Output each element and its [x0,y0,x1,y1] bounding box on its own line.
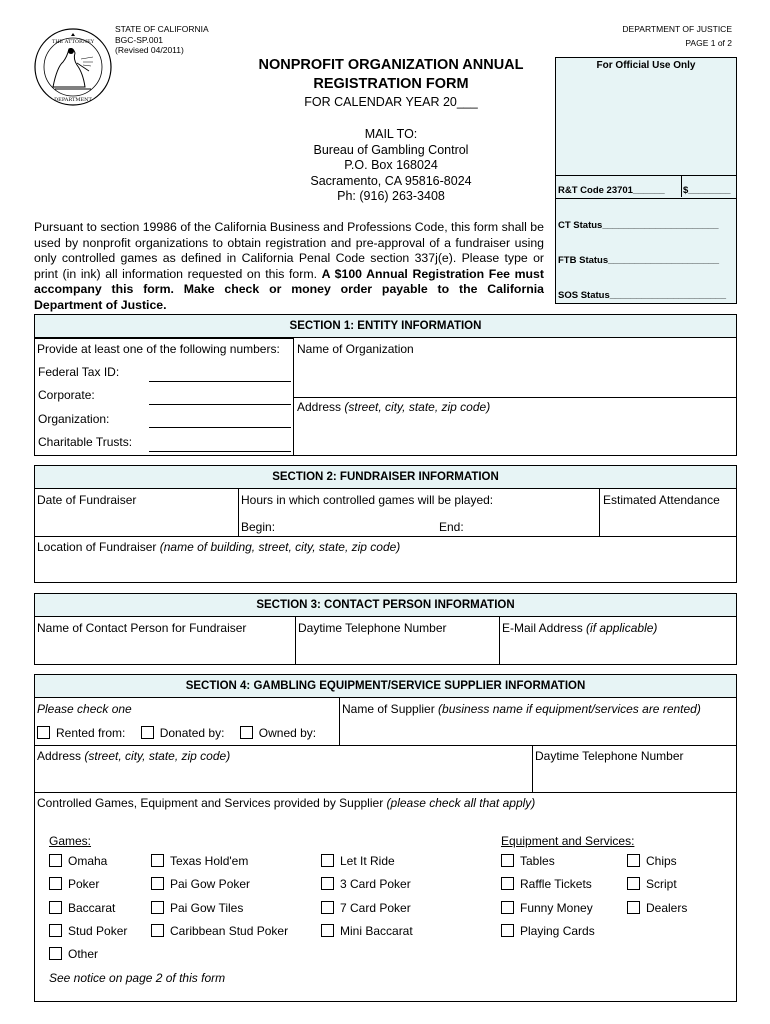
entity-address-label: Address [297,400,345,414]
equipment-checkbox[interactable] [627,877,640,890]
estimated-attendance-field[interactable]: Estimated Attendance [603,493,720,507]
game-checkbox[interactable] [49,947,62,960]
svg-text:DEPARTMENT: DEPARTMENT [54,97,92,103]
rented-checkbox[interactable] [37,726,50,739]
game-label: Other [68,947,99,961]
state-seal-logo [33,27,113,107]
game-label: Caribbean Stud Poker [170,924,289,938]
header-department: DEPARTMENT OF JUSTICE [622,24,732,34]
organization-input[interactable] [149,427,291,428]
equipment-header: Equipment and Services: [501,834,635,848]
section-1-title: SECTION 1: ENTITY INFORMATION [35,315,736,338]
supplier-name-field[interactable] [342,702,701,717]
game-checkbox[interactable] [49,924,62,937]
date-of-fundraiser-field[interactable]: Date of Fundraiser [37,493,137,507]
section-3-title: SECTION 3: CONTACT PERSON INFORMATION [35,594,736,617]
game-label: Baccarat [68,901,116,915]
game-checkbox[interactable] [321,924,334,937]
mail-to-block [236,127,546,205]
owned-checkbox[interactable] [240,726,253,739]
donated-checkbox[interactable] [141,726,154,739]
equipment-label: Playing Cards [520,924,595,938]
form-title [236,56,546,94]
supplier-label: Name of Supplier [342,702,439,716]
equipment-option[interactable] [627,877,677,891]
game-option[interactable] [321,901,411,915]
game-option[interactable] [49,901,115,915]
mail-to-line1: Bureau of Gambling Control [313,142,469,157]
equipment-label: Funny Money [520,901,593,915]
game-checkbox[interactable] [321,854,334,867]
game-option[interactable] [151,924,288,938]
provided-label: Controlled Games, Equipment and Services provided by Supplier [37,796,387,810]
game-label: 3 Card Poker [340,877,411,891]
supplier-address-field[interactable] [37,749,230,764]
equipment-label: Script [646,877,677,891]
sos-status-field[interactable]: SOS Status______________________ [558,290,726,301]
equipment-label: Tables [520,854,555,868]
rented-from-option[interactable] [37,726,125,740]
game-label: Pai Gow Poker [170,877,251,891]
header-form-code: BGC-SP.001 [115,34,164,45]
equipment-checkbox[interactable] [501,924,514,937]
game-label: Let It Ride [340,854,395,868]
contact-person-field[interactable]: Name of Contact Person for Fundraiser [37,621,247,635]
charitable-trusts-label: Charitable Trusts: [38,435,133,449]
games-header: Games: [49,834,92,848]
game-checkbox[interactable] [151,877,164,890]
equipment-label: Chips [646,854,677,868]
rented-label: Rented from: [56,726,126,740]
email-label: E-Mail Address [502,621,587,635]
equipment-label: Dealers [646,901,688,915]
official-use-title: For Official Use Only [596,60,696,71]
mail-to-label: MAIL TO: [364,127,418,141]
equipment-checkbox[interactable] [501,854,514,867]
game-checkbox[interactable] [49,854,62,867]
section-3-contact-info [34,593,737,665]
check-one-label: Please check one [37,702,132,716]
svg-text:THE ATTORNEY: THE ATTORNEY [51,39,95,45]
header-revised: (Revised 04/2011) [115,45,184,55]
game-checkbox[interactable] [49,877,62,890]
game-label: 7 Card Poker [340,901,411,915]
title-line2: REGISTRATION FORM [313,76,469,92]
equipment-option[interactable] [501,924,595,938]
game-checkbox[interactable] [321,877,334,890]
equipment-checkbox[interactable] [627,854,640,867]
equipment-label: Raffle Tickets [520,877,592,891]
game-checkbox[interactable] [49,901,62,914]
hours-label: Hours in which controlled games will be played: [241,493,494,507]
supplier-hint: (business name if equipment/services are rented) [438,702,701,716]
owned-by-option[interactable] [240,726,316,740]
section-4-supplier-info [34,674,737,1002]
game-label: Omaha [68,854,108,868]
federal-tax-id-label: Federal Tax ID: [38,365,120,379]
game-option[interactable] [151,854,248,868]
page-2-notice: See notice on page 2 of this form [49,971,226,985]
donated-by-option[interactable] [141,726,225,740]
equipment-checkbox[interactable] [501,901,514,914]
supplier-address-label: Address [37,749,85,763]
intro-text: Pursuant to section 19986 of the California Business and Professions Code, this form shall be used by nonprofit organizations to obtain registration and pre-approval of a fundraiser using only controlled games as defined in California Penal Code section 337j(e). Please type or print (in ink) all information requested on this form. [34,220,544,281]
game-option[interactable] [151,901,243,915]
game-option[interactable] [49,947,98,961]
equipment-option[interactable] [501,854,555,868]
contact-email-field[interactable] [502,621,657,636]
game-label: Texas Hold'em [170,854,249,868]
mail-to-line2: P.O. Box 168024 [344,158,438,173]
game-option[interactable] [49,877,99,891]
section-1-entity-info [34,314,737,456]
provide-numbers-label: Provide at least one of the following numbers: [37,342,280,356]
entity-address-hint: (street, city, state, zip code) [344,400,491,414]
equipment-checkbox[interactable] [501,877,514,890]
intro-fee-notice: A $100 Annual Registration Fee must accompany this form. Make check or money order payable to the California Department of Justice. [34,266,544,312]
end-time-field[interactable]: End: [439,520,464,534]
provided-by-supplier-label [37,796,535,811]
equipment-option[interactable] [627,854,677,868]
game-checkbox[interactable] [151,854,164,867]
location-of-fundraiser-field[interactable] [37,540,400,555]
section-2-title: SECTION 2: FUNDRAISER INFORMATION [35,466,736,489]
equipment-option[interactable] [501,901,593,915]
corporate-input[interactable] [149,404,291,405]
game-option[interactable] [49,924,127,938]
header-page: PAGE 1 of 2 [685,37,732,48]
game-option[interactable] [49,854,107,868]
game-option[interactable] [321,877,411,891]
intro-paragraph [34,220,544,314]
entity-address-field[interactable] [297,400,490,415]
game-label: Pai Gow Tiles [170,901,244,915]
corporate-label: Corporate: [38,388,95,402]
game-label: Poker [68,877,100,891]
ftb-status-field[interactable]: FTB Status_____________________ [558,255,720,266]
game-option[interactable] [321,854,395,868]
location-label: Location of Fundraiser [37,540,160,554]
rt-amount-field[interactable]: $________ [683,185,731,196]
equipment-option[interactable] [627,901,687,915]
game-option[interactable] [321,924,413,938]
mail-to-line3: Sacramento, CA 95816-8024 [310,173,472,188]
supplier-address-hint: (street, city, state, zip code) [84,749,231,763]
ct-status-field[interactable]: CT Status______________________ [558,220,719,231]
provided-hint: (please check all that apply) [386,796,536,810]
federal-tax-id-input[interactable] [149,381,291,382]
calendar-year: FOR CALENDAR YEAR 20___ [304,95,478,109]
game-checkbox[interactable] [321,901,334,914]
email-hint: (if applicable) [586,621,658,635]
mail-to-phone: Ph: (916) 263-3408 [337,189,445,204]
begin-time-field[interactable]: Begin: [241,520,276,534]
name-of-organization-field[interactable]: Name of Organization [297,342,414,356]
game-checkbox[interactable] [151,901,164,914]
game-label: Mini Baccarat [340,924,413,938]
rt-code-field[interactable]: R&T Code 23701______ [558,185,665,196]
section-2-fundraiser-info [34,465,737,583]
game-label: Stud Poker [68,924,128,938]
equipment-checkbox[interactable] [627,901,640,914]
supplier-phone-field[interactable]: Daytime Telephone Number [535,749,684,763]
official-use-box [555,57,737,304]
equipment-option[interactable] [501,877,592,891]
owned-label: Owned by: [258,726,317,740]
game-option[interactable] [151,877,250,891]
contact-phone-field[interactable]: Daytime Telephone Number [298,621,447,635]
header-state: STATE OF CALIFORNIA [115,24,209,34]
charitable-trusts-input[interactable] [149,451,291,452]
title-line1: NONPROFIT ORGANIZATION ANNUAL [258,57,524,73]
organization-label: Organization: [38,412,110,426]
section-4-title: SECTION 4: GAMBLING EQUIPMENT/SERVICE SUPPLIER INFORMATION [35,675,736,698]
location-hint: (name of building, street, city, state, zip code) [159,540,401,554]
game-checkbox[interactable] [151,924,164,937]
donated-label: Donated by: [159,726,225,740]
